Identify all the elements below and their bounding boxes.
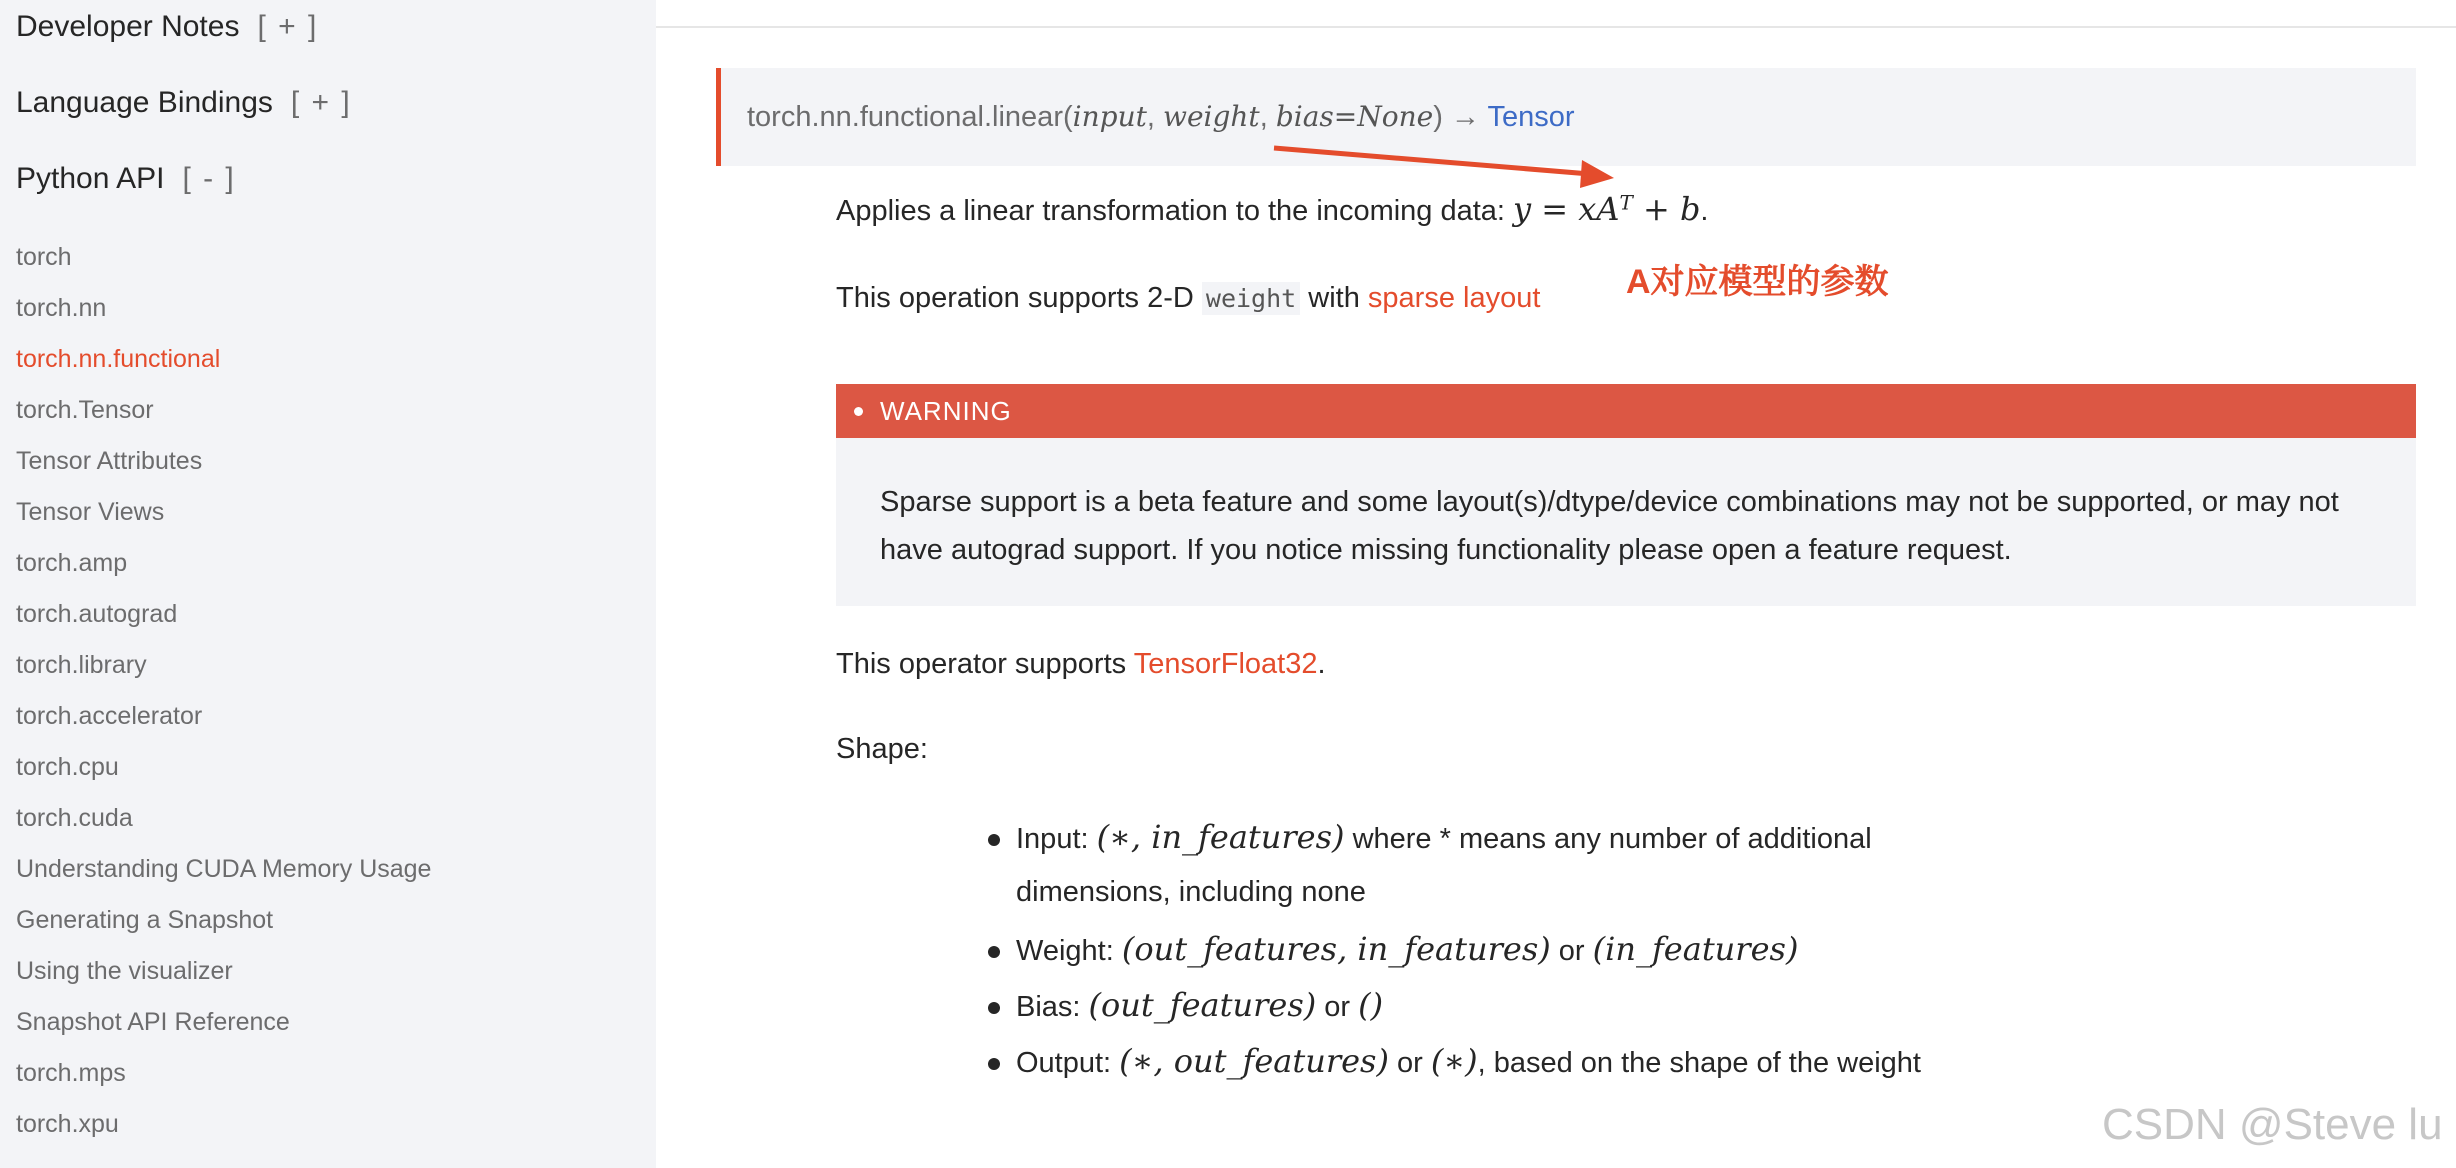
sidebar-item-generating-snapshot[interactable]: Generating a Snapshot: [16, 906, 274, 934]
description-paragraph: [836, 190, 1708, 228]
formula-period: .: [1700, 195, 1709, 227]
shape-math: (out_features): [1088, 986, 1317, 1024]
shape-weight-item: [1016, 930, 1798, 968]
shape-output-item: [1016, 1042, 1921, 1080]
sidebar: [0, 0, 656, 1168]
formula-transpose: T: [1619, 190, 1633, 215]
param-input: input: [1072, 100, 1147, 133]
return-arrow: →: [1450, 101, 1480, 133]
sparse-layout-link[interactable]: sparse layout: [1367, 282, 1541, 314]
sidebar-item-cuda-memory-usage[interactable]: Understanding CUDA Memory Usage: [16, 855, 432, 883]
separator: ,: [1146, 101, 1163, 133]
sidebar-item-torch-nn[interactable]: torch.nn: [16, 294, 107, 322]
shape-math: (out_features, in_features): [1121, 930, 1551, 968]
shape-input-item: [1016, 818, 1872, 856]
bullet-icon: [988, 1002, 1000, 1014]
shape-text: or: [1550, 935, 1593, 967]
shape-math: (in_features): [1592, 930, 1799, 968]
formula-rest: + b: [1632, 190, 1701, 228]
tf32-paragraph: [836, 648, 1326, 681]
section-developer-notes[interactable]: [16, 10, 318, 44]
separator: ,: [1259, 101, 1276, 133]
section-label: Developer Notes: [16, 10, 240, 43]
tf32-suffix: .: [1317, 648, 1326, 680]
section-label: Language Bindings: [16, 86, 273, 119]
warning-title: WARNING: [880, 396, 1012, 426]
shape-math: (∗, in_features): [1096, 818, 1345, 856]
shape-bias-item: [1016, 986, 1383, 1024]
formula-eq: =: [1531, 190, 1579, 228]
expand-toggle[interactable]: [ + ]: [290, 86, 352, 119]
annotation-text: A对应模型的参数: [1626, 263, 1889, 301]
section-language-bindings[interactable]: [16, 86, 352, 120]
shape-label: Bias:: [1016, 991, 1089, 1023]
header-divider: [656, 26, 2456, 28]
sidebar-item-snapshot-api-reference[interactable]: Snapshot API Reference: [16, 1008, 290, 1036]
function-name: torch.nn.functional.linear: [747, 101, 1063, 133]
warning-header: [836, 384, 2416, 438]
section-label: Python API: [16, 162, 165, 195]
description-text: Applies a linear transformation to the incoming data:: [836, 195, 1514, 227]
sidebar-item-torch-tensor[interactable]: torch.Tensor: [16, 396, 154, 424]
shape-text: or: [1316, 991, 1359, 1023]
return-type-link[interactable]: Tensor: [1487, 101, 1575, 133]
sidebar-item-torch-cpu[interactable]: torch.cpu: [16, 753, 119, 781]
shape-title: Shape:: [836, 733, 928, 765]
sidebar-item-tensor-attributes[interactable]: Tensor Attributes: [16, 447, 203, 475]
shape-input-continuation: dimensions, including none: [1016, 876, 1366, 908]
sidebar-item-torch[interactable]: torch: [16, 243, 72, 271]
sidebar-item-torch-mps[interactable]: torch.mps: [16, 1059, 126, 1087]
shape-math: (∗, out_features): [1119, 1042, 1389, 1080]
sidebar-item-torch-library[interactable]: torch.library: [16, 651, 147, 679]
paren-open: (: [1062, 101, 1073, 133]
expand-toggle[interactable]: [ + ]: [257, 10, 319, 43]
paren-close: ): [1433, 101, 1443, 133]
sidebar-item-torch-autograd[interactable]: torch.autograd: [16, 600, 178, 628]
sparse-middle: with: [1300, 282, 1368, 314]
tensorfloat32-link[interactable]: TensorFloat32: [1133, 648, 1318, 680]
shape-math: (∗): [1430, 1042, 1478, 1080]
sidebar-item-tensor-views[interactable]: Tensor Views: [16, 498, 165, 526]
annotation-arrow-icon: [1270, 140, 1630, 190]
sidebar-item-torch-cuda[interactable]: torch.cuda: [16, 804, 133, 832]
shape-label: Weight:: [1016, 935, 1122, 967]
shape-label: Input:: [1016, 823, 1097, 855]
shape-text: where * means any number of additional: [1344, 823, 1872, 855]
warning-line: Sparse support is a beta feature and some layout(s)/dtype/device combinations may not be supported, or may not: [880, 486, 2339, 518]
sparse-paragraph: [836, 282, 1540, 315]
sidebar-item-using-visualizer[interactable]: Using the visualizer: [16, 957, 233, 985]
formula-xa: xA: [1578, 190, 1620, 228]
watermark: CSDN @Steve lu: [2102, 1100, 2443, 1149]
sidebar-item-torch-nn-functional[interactable]: torch.nn.functional: [16, 345, 221, 373]
bullet-icon: [988, 946, 1000, 958]
formula-y: y: [1513, 190, 1532, 228]
code-weight: weight: [1202, 282, 1300, 315]
sidebar-item-torch-accelerator[interactable]: torch.accelerator: [16, 702, 203, 730]
bullet-icon: [988, 834, 1000, 846]
section-python-api[interactable]: [16, 162, 236, 196]
param-weight: weight: [1162, 100, 1260, 133]
sparse-prefix: This operation supports 2-D: [836, 282, 1202, 314]
tf32-prefix: This operator supports: [836, 648, 1134, 680]
collapse-toggle[interactable]: [ - ]: [182, 162, 236, 195]
sidebar-item-torch-amp[interactable]: torch.amp: [16, 549, 128, 577]
param-bias: bias=None: [1275, 100, 1434, 133]
bullet-icon: [988, 1058, 1000, 1070]
shape-label: Output:: [1016, 1047, 1120, 1079]
warning-body: [836, 438, 2416, 606]
shape-text: , based on the shape of the weight: [1477, 1047, 1921, 1079]
shape-text: or: [1388, 1047, 1431, 1079]
warning-dot-icon: [854, 407, 863, 416]
warning-line: have autograd support. If you notice missing functionality please open a feature request.: [880, 534, 2012, 566]
shape-math: (): [1358, 986, 1384, 1024]
sidebar-item-torch-xpu[interactable]: torch.xpu: [16, 1110, 119, 1138]
